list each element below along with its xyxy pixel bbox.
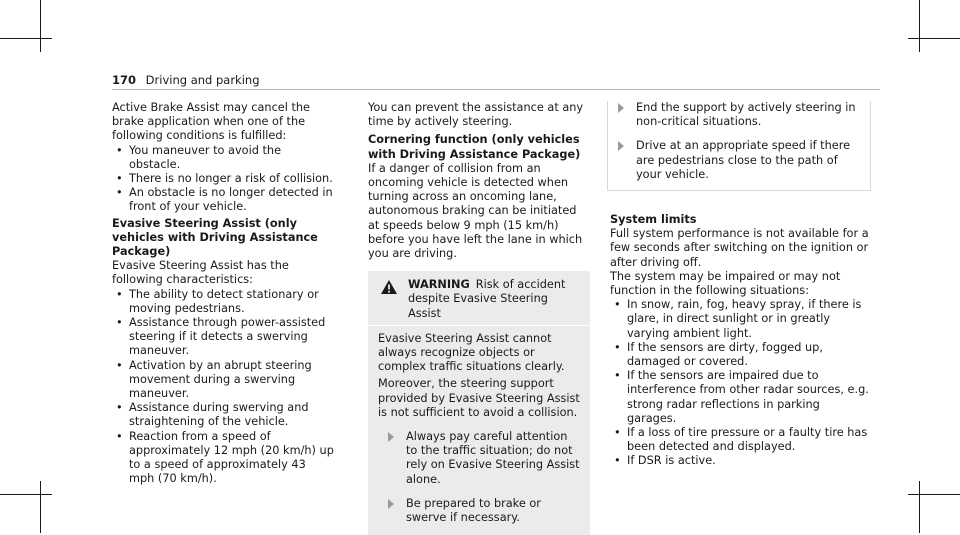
warning-title xyxy=(378,278,580,321)
left-column xyxy=(112,101,334,486)
system-limits-text: Full system performance is not available for a few seconds after switching on the ignition or after driving off. xyxy=(610,227,869,269)
warning-box xyxy=(368,271,590,535)
warning-step xyxy=(378,497,580,525)
warning-risk-text: Risk of accident despite Evasive Steering Assist xyxy=(408,278,566,320)
warning-step xyxy=(378,430,580,487)
characteristics-list xyxy=(112,288,334,487)
header-divider xyxy=(112,89,880,90)
step-text: Be prepared to brake or swerve if necessary. xyxy=(406,496,541,525)
list-item: • An obstacle is no longer detected in front of your vehicle. xyxy=(112,186,334,214)
list-item: • Reaction from a speed of approximately 12 mph (20 km/h) up to a speed of approximately 43 mph (70 km/h). xyxy=(112,430,334,487)
impaired-intro: The system may be impaired or may not function in the following situations: xyxy=(610,269,841,298)
step-text: End the support by actively steering in non-critical situations. xyxy=(636,101,856,129)
list-item: • If a loss of tire pressure or a faulty tire has been detected and displayed. xyxy=(610,426,871,454)
warning-step xyxy=(608,101,864,129)
crop-mark xyxy=(908,494,960,495)
middle-column xyxy=(368,101,590,535)
crop-mark xyxy=(908,38,960,39)
evasive-steering-heading: Evasive Steering Assist (only vehicles with Driving Assistance Package) xyxy=(112,216,318,259)
list-item: • In snow, rain, fog, heavy spray, if there is glare, in direct sunlight or in greatly varying ambient light. xyxy=(610,298,871,341)
characteristics-intro: Evasive Steering Assist has the following characteristics: xyxy=(112,259,289,287)
warning-paragraph: Moreover, the steering support provided by Evasive Steering Assist is not sufficient to avoid a collision. xyxy=(378,377,580,419)
crop-mark xyxy=(0,494,52,495)
arrow-bullet-icon xyxy=(388,499,394,509)
crop-mark xyxy=(919,481,920,533)
warning-divider xyxy=(368,325,590,326)
arrow-bullet-icon xyxy=(388,432,394,442)
section-title: Driving and parking xyxy=(145,73,260,87)
crop-mark xyxy=(40,0,41,52)
list-item: • Assistance during swerving and straightening of the vehicle. xyxy=(112,401,334,429)
warning-triangle-icon xyxy=(380,279,398,295)
crop-mark xyxy=(919,0,920,52)
list-item: • You maneuver to avoid the obstacle. xyxy=(112,144,334,172)
list-item: • If the sensors are dirty, fogged up, damaged or covered. xyxy=(610,341,871,369)
cornering-function-heading: Cornering function (only vehicles with Driving Assistance Package) xyxy=(368,133,581,161)
situation-list xyxy=(610,298,871,468)
condition-list xyxy=(112,144,334,215)
right-column xyxy=(607,101,871,469)
arrow-bullet-icon xyxy=(618,103,624,113)
warning-paragraph: Evasive Steering Assist cannot always recognize objects or complex traffic situations clearly. xyxy=(378,331,565,374)
list-item: • Activation by an abrupt steering movement during a swerving maneuver. xyxy=(112,359,334,402)
page-number: 170 xyxy=(112,73,137,87)
system-limits-heading: System limits xyxy=(610,213,697,227)
list-item: • If DSR is active. xyxy=(610,454,871,468)
warning-step xyxy=(608,139,864,182)
list-item: • The ability to detect stationary or moving pedestrians. xyxy=(112,288,334,316)
arrow-bullet-icon xyxy=(618,141,624,151)
cornering-function-text: If a danger of collision from an oncoming vehicle is detected when turning across an oncoming lane, autonomous braking can be initiated at speeds below 9 mph (15 km/h) before you have left the lane in which you are driving. xyxy=(368,161,583,261)
crop-mark xyxy=(40,481,41,533)
brake-cancel-intro: Active Brake Assist may cancel the brake application when one of the following conditions is fulfilled: xyxy=(112,101,311,143)
warning-continuation-box xyxy=(607,101,871,191)
step-text: Drive at an appropriate speed if there are pedestrians close to the path of your vehicle. xyxy=(636,139,851,181)
crop-mark xyxy=(0,38,52,39)
system-limits-body xyxy=(607,227,871,468)
list-item: • There is no longer a risk of collision. xyxy=(112,172,334,186)
warning-label: WARNING xyxy=(408,278,470,292)
page-header xyxy=(112,73,260,87)
step-text: Always pay careful attention to the traffic situation; do not rely on Evasive Steering Assist alone. xyxy=(406,430,580,486)
list-item: • If the sensors are impaired due to interference from other radar sources, e.g. strong radar reflections in parking garages. xyxy=(610,369,871,426)
prevent-assistance-text: You can prevent the assistance at any time by actively steering. xyxy=(368,101,584,129)
list-item: • Assistance through power-assisted steering if it detects a swerving maneuver. xyxy=(112,316,334,359)
